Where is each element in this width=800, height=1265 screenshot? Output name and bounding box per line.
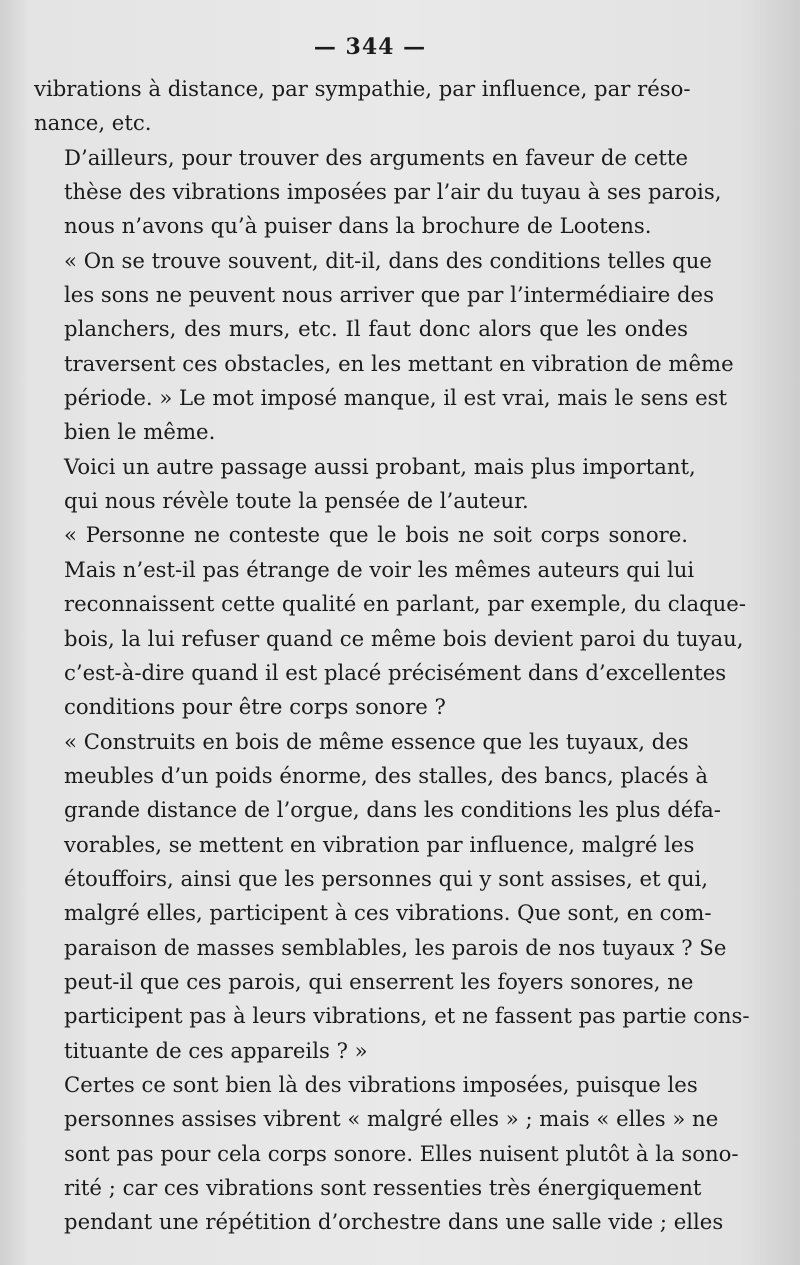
- paragraph-2: [34, 141, 722, 244]
- body-text: [34, 72, 750, 1240]
- paragraph-1: [34, 72, 691, 141]
- text-line: tituante de ces appareils ? »: [64, 1037, 368, 1063]
- quote-paragraph-3: [34, 725, 750, 1068]
- page-number: — 344 —: [313, 34, 427, 60]
- text-line: rité ; car ces vibrations sont ressenties très énergiquement: [64, 1175, 702, 1200]
- text-line: bois, la lui refuser quand ce même bois devient paroi du tuyau,: [64, 625, 744, 651]
- text-line: qui nous révèle toute la pensée de l’auteur.: [64, 488, 529, 514]
- text-line: malgré elles, participent à ces vibrations. Que sont, en com-: [64, 900, 712, 926]
- text-line: Mais n’est-il pas étrange de voir les mêmes auteurs qui lui: [64, 556, 695, 582]
- text-line: personnes assises vibrent « malgré elles » ; mais « elles » ne: [64, 1106, 719, 1132]
- text-line: c’est-à-dire quand il est placé précisément dans d’excellentes: [64, 659, 727, 685]
- text-line: les sons ne peuvent nous arriver que par l’intermédiaire des: [64, 282, 714, 308]
- paragraph-3: [34, 450, 696, 519]
- text-line: participent pas à leurs vibrations, et ne fassent pas partie cons-: [64, 1003, 750, 1029]
- text-line: reconnaissent cette qualité en parlant, par exemple, du claque-: [64, 591, 746, 617]
- text-line: vibrations à distance, par sympathie, par influence, par réso-: [34, 76, 691, 101]
- text-line: sont pas pour cela corps sonore. Elles nuisent plutôt à la sono-: [64, 1140, 739, 1166]
- text-line: grande distance de l’orgue, dans les conditions les plus défa-: [64, 797, 721, 823]
- text-line: paraison de masses semblables, les parois de nos tuyaux ? Se: [64, 934, 727, 960]
- quote-paragraph-2: [34, 518, 746, 724]
- text-line: « Construits en bois de même essence que les tuyaux, des: [64, 728, 689, 754]
- text-line: Certes ce sont bien là des vibrations imposées, puisque les: [64, 1071, 698, 1097]
- text-line: meubles d’un poids énorme, des stalles, des bancs, placés à: [64, 762, 709, 788]
- text-line: « Personne ne conteste que le bois ne soit corps sonore.: [64, 522, 688, 548]
- text-line: nous n’avons qu’à puiser dans la brochure de Lootens.: [64, 213, 652, 239]
- quote-paragraph-1: [34, 244, 734, 450]
- text-line: conditions pour être corps sonore ?: [64, 694, 446, 720]
- text-line: planchers, des murs, etc. Il faut donc alors que les ondes: [64, 316, 688, 342]
- text-line: « On se trouve souvent, dit-il, dans des conditions telles que: [64, 247, 712, 273]
- text-line: bien le même.: [64, 419, 216, 445]
- text-line: vorables, se mettent en vibration par influence, malgré les: [64, 831, 695, 857]
- text-line: pendant une répétition d’orchestre dans une salle vide ; elles: [64, 1209, 724, 1235]
- text-line: Voici un autre passage aussi probant, mais plus important,: [64, 453, 696, 479]
- paragraph-4: [34, 1068, 739, 1240]
- text-line: traversent ces obstacles, en les mettant en vibration de même: [64, 350, 734, 376]
- text-line: peut-il que ces parois, qui enserrent les foyers sonores, ne: [64, 968, 694, 994]
- text-line: période. » Le mot imposé manque, il est vrai, mais le sens est: [64, 385, 728, 411]
- text-line: étouffoirs, ainsi que les personnes qui y sont assises, et qui,: [64, 865, 709, 891]
- text-line: thèse des vibrations imposées par l’air du tuyau à ses parois,: [64, 179, 722, 205]
- text-line: nance, etc.: [34, 110, 152, 136]
- text-line: D’ailleurs, pour trouver des arguments en faveur de cette: [64, 144, 688, 170]
